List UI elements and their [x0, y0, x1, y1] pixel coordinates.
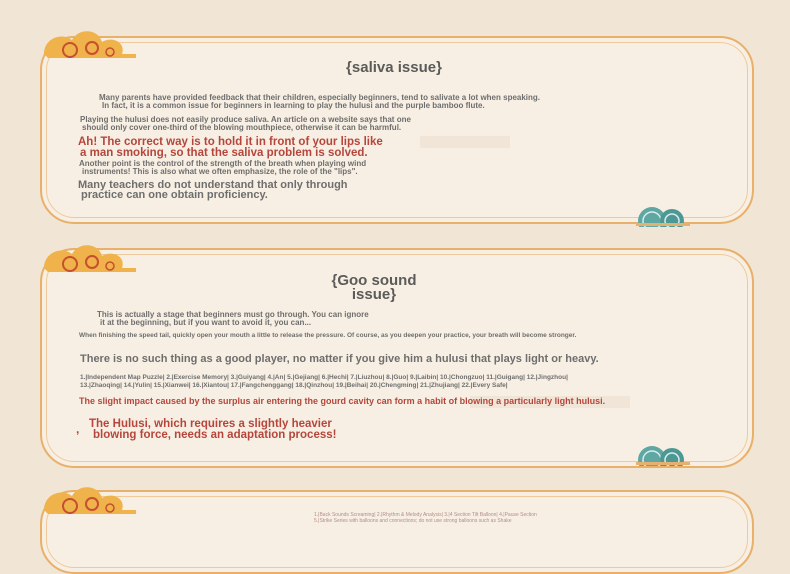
highlight-line: The slight impact caused by the surplus air entering the gourd cavity can form a habit of blowing a particularly light hulusi. — [79, 396, 606, 406]
section-title: issue} — [351, 286, 397, 303]
faint-line: 5.|Strike Series with balloons and connections; do not use strong balloons such as Shake — [314, 518, 512, 524]
cloud-ornament-icon — [40, 24, 140, 70]
wave-ornament-icon — [636, 197, 690, 227]
highlight-line: a man smoking, so that the saliva problem is solved. — [80, 147, 368, 159]
cloud-ornament-icon — [40, 238, 140, 284]
paragraph-line: Many teachers do not understand that only through — [78, 179, 348, 191]
cloud-ornament-icon — [40, 480, 140, 526]
wave-ornament-icon — [636, 436, 690, 466]
paragraph-line: instruments! This is also what we often emphasize, the role of the "lips". — [82, 167, 358, 176]
section-title: {Goo sound — [331, 272, 417, 289]
highlight-line: Ah! The correct way is to hold it in front of your lips like — [78, 136, 383, 148]
paragraph-line: practice can one obtain proficiency. — [81, 189, 268, 201]
third-card — [40, 490, 754, 574]
paragraph-line: When finishing the speed tail, quickly open your mouth a little to release the pressure. Of course, as you deepen your practice, your breath will become stronger. — [79, 332, 577, 339]
paragraph-line: it at the beginning, but if you want to avoid it, you can... — [100, 318, 312, 327]
paragraph-line: Another point is the control of the strength of the breath when playing wind — [79, 159, 367, 168]
paragraph-line: Playing the hulusi does not easily produce saliva. An article on a website says that one — [80, 115, 411, 124]
list-line: 1.|Independent Map Puzzle| 2.|Exercise Memory| 3.|Guiyang| 4.|An| 5.|Gejiang| 6.|Hechi| 7.|Liuzhou| 8.|Guo| 9.|Laibin| 10.|Chongzuo| 11.|Guigang| 12.|Jingzhou| — [80, 374, 568, 381]
section-title: {saliva issue} — [346, 59, 442, 76]
comma-mark: , — [76, 422, 80, 436]
paragraph-line: should only cover one-third of the blowing mouthpiece, otherwise it can be harmful. — [82, 123, 402, 132]
paragraph-line: In fact, it is a common issue for beginners in learning to play the hulusi and the purple bamboo flute. — [102, 101, 485, 110]
faint-overlay — [420, 136, 510, 148]
highlight-line: blowing force, needs an adaptation process! — [93, 429, 337, 441]
highlight-line: The Hulusi, which requires a slightly heavier — [89, 418, 332, 430]
list-line: 13.|Zhaoqing| 14.|Yulin| 15.|Xianwei| 16.|Xiantou| 17.|Fangchenggang| 18.|Qinzhou| 19.|Beihai| 20.|Chengming| 21.|Zhujiang| 22.|Every Safe| — [80, 382, 508, 389]
emphasis-line: There is no such thing as a good player, no matter if you give him a hulusi that plays light or heavy. — [80, 353, 599, 365]
paragraph-line: Many parents have provided feedback that their children, especially beginners, tend to salivate a lot when speaking. — [99, 93, 541, 102]
paragraph-line: This is actually a stage that beginners must go through. You can ignore — [97, 310, 369, 319]
faint-line: 1.|Back Sounds Screaming| 2.|Rhythm & Melody Analysis| 3.|4 Section Tilt Balloon| 4.|Pause Section — [314, 512, 537, 518]
